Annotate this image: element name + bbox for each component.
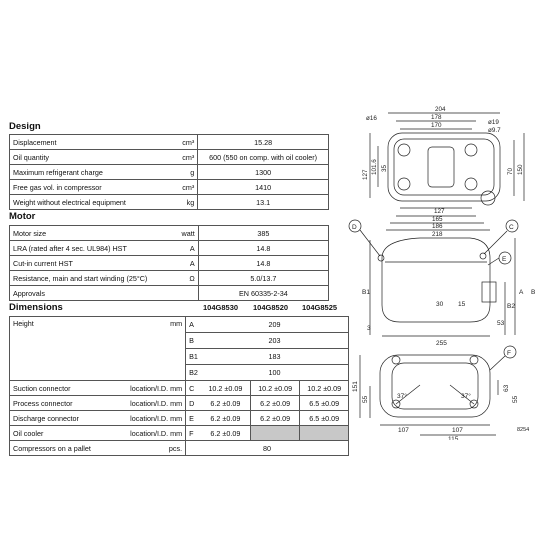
dim-label: 35 [381,164,388,172]
dim-label: 127 [362,169,369,180]
dim-label: D [352,224,357,231]
dim-label: 70 [507,167,514,175]
dim-label: 53 [497,320,505,327]
motor-heading: Motor [9,211,36,222]
dim-label: 115 [448,436,459,440]
dim-label: 107 [452,427,463,434]
dim-label: 151 [352,381,359,392]
table-row: Maximum refrigerant charge g 1300 [10,165,329,180]
table-row: B 203 [10,333,349,349]
table-row: Approvals EN 60335-2-34 [10,286,329,301]
table-row: Motor size watt 385 [10,226,329,241]
dim-label: 170 [431,122,442,129]
dim-label: B [531,289,536,296]
drawing-number: 8254 [517,427,530,433]
table-row: Free gas vol. in compressor cm³ 1410 [10,180,329,195]
dim-label: 186 [432,223,443,230]
dim-label: 178 [431,114,442,121]
dim-label: 15 [458,301,466,308]
dim-label: 204 [435,106,446,113]
dim-label: 165 [432,216,443,223]
table-row: LRA (rated after 4 sec. UL984) HST A 14.8 [10,241,329,256]
table-row: Displacement cm³ 15.28 [10,135,329,150]
dim-label: 150 [517,164,524,175]
dim-label: 3 [367,325,371,332]
dim-label: 37° [461,393,471,400]
dim-label: 63 [503,384,510,392]
dimensions-heading: Dimensions [9,302,63,313]
dim-label: 107 [398,427,409,434]
table-row: Suction connector location/I.D. mm C 10.2 ±0.09 10.2 ±0.09 10.2 ±0.09 [10,381,349,396]
dim-label: 101.6 [371,159,378,175]
dim-label: 37° [397,393,407,400]
dim-label: 30 [436,301,444,308]
table-row: Resistance, main and start winding (25°C) Ω 5.0/13.7 [10,271,329,286]
table-row: Weight without electrical equipment kg 13.1 [10,195,329,210]
motor-table [9,225,329,301]
table-row: Height mm A 209 [10,317,349,333]
table-row: Compressors on a pallet pcs. 80 [10,441,349,456]
dim-label: ø16 [366,115,377,122]
table-row: B1 183 [10,349,349,365]
model-header-2: 104G8520 [253,303,289,312]
dim-label: F [507,350,511,357]
dim-label: 127 [434,208,445,215]
table-row: B2 100 [10,365,349,381]
model-header-1: 104G8530 [203,303,239,312]
model-header-3: 104G8525 [302,303,338,312]
table-row: Process connector location/I.D. mm D 6.2 ±0.09 6.2 ±0.09 6.5 ±0.09 [10,396,349,411]
dim-label: 218 [432,231,443,238]
top-view [370,113,524,230]
dim-label: ø9.7 [488,127,501,134]
design-heading: Design [9,121,41,132]
dim-label: 255 [436,340,447,347]
table-row: Oil quantity cm³ 600 (550 on comp. with oil cooler) [10,150,329,165]
dim-label: B2 [507,303,515,310]
table-row: Oil cooler location/I.D. mm F 6.2 ±0.09 [10,426,349,441]
design-table [9,134,329,210]
compressor-technical-drawing [335,100,545,440]
dim-label: 55 [512,395,519,403]
dim-label: B1 [362,289,370,296]
dim-label: E [502,256,507,263]
dim-label: 55 [362,395,369,403]
dim-label: C [509,224,514,231]
dim-label: A [519,289,524,296]
table-row: Cut-in current HST A 14.8 [10,256,329,271]
dimensions-table [9,316,349,456]
bottom-view [360,346,516,435]
dim-label: ø19 [488,119,499,126]
table-row: Discharge connector location/I.D. mm E 6.2 ±0.09 6.2 ±0.09 6.5 ±0.09 [10,411,349,426]
